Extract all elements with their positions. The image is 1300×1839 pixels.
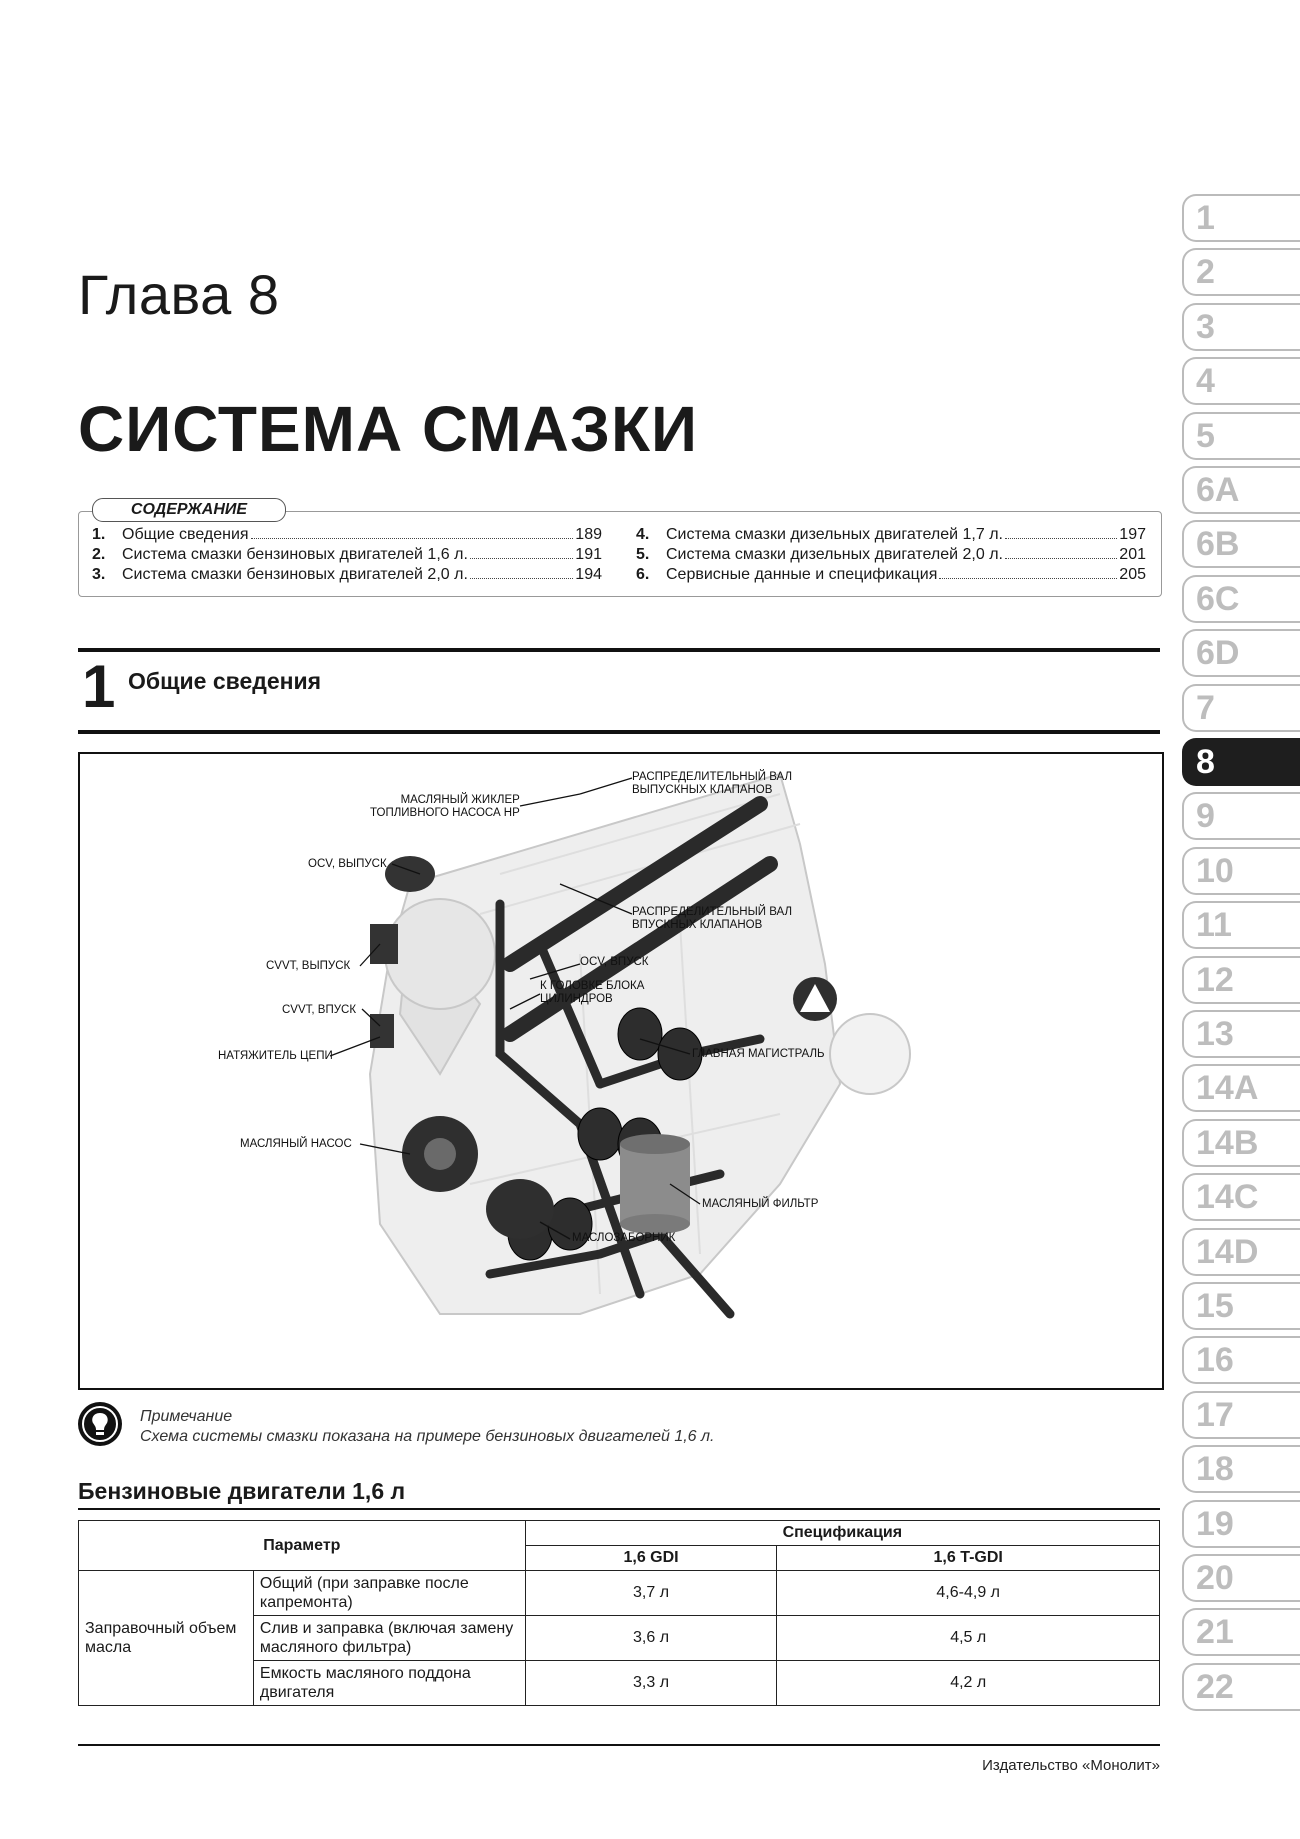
header-col1: 1,6 GDI: [525, 1546, 777, 1571]
warning-triangle-icon: [793, 977, 837, 1021]
value-cell: 4,6-4,9 л: [777, 1571, 1160, 1616]
header-param: Параметр: [79, 1521, 526, 1571]
callout-pickup: МАСЛОЗАБОРНИК: [572, 1232, 676, 1244]
value-cell: 3,6 л: [525, 1616, 777, 1661]
value-cell: 3,7 л: [525, 1571, 777, 1616]
section-rule-bottom: [78, 730, 1160, 734]
toc-item-page: 191: [575, 546, 602, 563]
chapter-tab-21[interactable]: 21: [1182, 1608, 1300, 1656]
toc-item-title: Система смазки дизельных двигателей 2,0 л.: [666, 546, 1003, 563]
param-cell: Емкость масляного поддона двигателя: [253, 1661, 525, 1706]
header-col2: 1,6 T-GDI: [777, 1546, 1160, 1571]
callout-cam-intake: РАСПРЕДЕЛИТЕЛЬНЫЙ ВАЛ ВПУСКНЫХ КЛАПАНОВ: [632, 906, 792, 931]
toc-item[interactable]: [636, 565, 1146, 585]
toc-item[interactable]: [92, 565, 602, 585]
toc-leader: [251, 538, 574, 539]
chapter-tab-15[interactable]: 15: [1182, 1282, 1300, 1330]
spec-heading: Бензиновые двигатели 1,6 л: [78, 1478, 406, 1504]
chapter-tab-12[interactable]: 12: [1182, 956, 1300, 1004]
group-label: Заправочный объем масла: [79, 1571, 254, 1706]
callout-tensioner: НАТЯЖИТЕЛЬ ЦЕПИ: [218, 1050, 333, 1062]
toc-leader: [1005, 538, 1117, 539]
toc-item-number: 2.: [92, 546, 106, 563]
callout-oil-filter: МАСЛЯНЫЙ ФИЛЬТР: [702, 1198, 819, 1210]
lightbulb-icon: [78, 1402, 122, 1446]
callout-ocv-exhaust: OCV, ВЫПУСК: [308, 858, 387, 870]
toc-item-page: 194: [575, 566, 602, 583]
chapter-tab-4[interactable]: 4: [1182, 357, 1300, 405]
toc-item-number: 4.: [636, 526, 650, 543]
toc-item-title: Система смазки бензиновых двигателей 2,0 л.: [122, 566, 468, 583]
toc-left-column: [92, 525, 602, 585]
toc-item-number: 5.: [636, 546, 650, 563]
chapter-tab-14a[interactable]: 14A: [1182, 1064, 1300, 1112]
chapter-tab-6c[interactable]: 6C: [1182, 575, 1300, 623]
chapter-tab-14c[interactable]: 14C: [1182, 1173, 1300, 1221]
toc-item-title: Система смазки бензиновых двигателей 1,6 л.: [122, 546, 468, 563]
toc-tag: СОДЕРЖАНИЕ: [92, 498, 286, 522]
chapter-tab-2[interactable]: 2: [1182, 248, 1300, 296]
callout-to-head: К ГОЛОВКЕ БЛОКА ЦИЛИНДРОВ: [540, 980, 645, 1005]
section-rule-top: [78, 648, 1160, 652]
header-spec: Спецификация: [525, 1521, 1159, 1546]
toc-item-page: 201: [1119, 546, 1146, 563]
chapter-tab-8[interactable]: 8: [1182, 738, 1300, 786]
toc-leader: [1005, 558, 1117, 559]
toc-item-number: 1.: [92, 526, 106, 543]
section-number: 1: [82, 653, 116, 720]
chapter-tab-6a[interactable]: 6A: [1182, 466, 1300, 514]
engine-illustration: [80, 754, 1162, 1388]
ocv-exhaust-unit: [385, 856, 435, 892]
chapter-tab-14b[interactable]: 14B: [1182, 1119, 1300, 1167]
chapter-tab-13[interactable]: 13: [1182, 1010, 1300, 1058]
toc-right-column: [636, 525, 1146, 585]
toc-leader: [939, 578, 1117, 579]
callout-oil-pump: МАСЛЯНЫЙ НАСОС: [240, 1138, 352, 1150]
toc-item-page: 197: [1119, 526, 1146, 543]
toc-item[interactable]: [92, 525, 602, 545]
chapter-tab-22[interactable]: 22: [1182, 1663, 1300, 1711]
callout-cvvt-intake: CVVT, ВПУСК: [282, 1004, 357, 1016]
chapter-tab-7[interactable]: 7: [1182, 684, 1300, 732]
toc-item-title: Общие сведения: [122, 526, 249, 543]
chapter-tab-1[interactable]: 1: [1182, 194, 1300, 242]
lubrication-diagram: [78, 752, 1164, 1390]
toc-leader: [470, 578, 573, 579]
pickup-unit: [486, 1179, 554, 1239]
chapter-tab-5[interactable]: 5: [1182, 412, 1300, 460]
note-title: Примечание: [140, 1408, 233, 1425]
chapter-tab-10[interactable]: 10: [1182, 847, 1300, 895]
toc-item-title: Сервисные данные и спецификация: [666, 566, 938, 583]
chapter-tab-19[interactable]: 19: [1182, 1500, 1300, 1548]
toc-item-page: 205: [1119, 566, 1146, 583]
spec-heading-rule: [78, 1508, 1160, 1510]
toc-item[interactable]: [636, 545, 1146, 565]
chapter-tab-3[interactable]: 3: [1182, 303, 1300, 351]
oil-filter-unit: [620, 1134, 690, 1234]
callout-jet: МАСЛЯНЫЙ ЖИКЛЕР ТОПЛИВНОГО НАСОСА HP: [370, 794, 520, 819]
value-cell: 3,3 л: [525, 1661, 777, 1706]
section-title: Общие сведения: [128, 668, 322, 694]
toc-item-page: 189: [575, 526, 602, 543]
publisher-footer: Издательство «Монолит»: [982, 1757, 1160, 1774]
toc-item-number: 6.: [636, 566, 650, 583]
value-cell: 4,2 л: [777, 1661, 1160, 1706]
param-cell: Слив и заправка (включая замену масляного фильтра): [253, 1616, 525, 1661]
toc-leader: [470, 558, 573, 559]
chapter-tab-11[interactable]: 11: [1182, 901, 1300, 949]
value-cell: 4,5 л: [777, 1616, 1160, 1661]
chapter-label: Глава 8: [78, 263, 280, 326]
chapter-tab-14d[interactable]: 14D: [1182, 1228, 1300, 1276]
callout-cam-exhaust: РАСПРЕДЕЛИТЕЛЬНЫЙ ВАЛ ВЫПУСКНЫХ КЛАПАНОВ: [632, 771, 792, 796]
chapter-title: СИСТЕМА СМАЗКИ: [78, 393, 698, 465]
footer-rule: [78, 1744, 1160, 1746]
chapter-tab-6d[interactable]: 6D: [1182, 629, 1300, 677]
callout-cvvt-exhaust: CVVT, ВЫПУСК: [266, 960, 351, 972]
toc-item[interactable]: [636, 525, 1146, 545]
spec-table: [78, 1520, 1160, 1706]
cvvt-exhaust-unit: [370, 924, 398, 964]
note-text: Схема системы смазки показана на примере бензиновых двигателей 1,6 л.: [140, 1428, 715, 1445]
chapter-tab-18[interactable]: 18: [1182, 1445, 1300, 1493]
param-cell: Общий (при заправке после капремонта): [253, 1571, 525, 1616]
chapter-tab-17[interactable]: 17: [1182, 1391, 1300, 1439]
toc-item-number: 3.: [92, 566, 106, 583]
chapter-tab-6b[interactable]: 6B: [1182, 520, 1300, 568]
chapter-tab-20[interactable]: 20: [1182, 1554, 1300, 1602]
toc-item[interactable]: [92, 545, 602, 565]
callout-ocv-intake: OCV, ВПУСК: [580, 956, 649, 968]
callout-main-gallery: ГЛАВНАЯ МАГИСТРАЛЬ: [692, 1048, 825, 1060]
table-row: [79, 1571, 1160, 1616]
chapter-tab-16[interactable]: 16: [1182, 1336, 1300, 1384]
toc-item-title: Система смазки дизельных двигателей 1,7 л.: [666, 526, 1003, 543]
chapter-tab-9[interactable]: 9: [1182, 792, 1300, 840]
